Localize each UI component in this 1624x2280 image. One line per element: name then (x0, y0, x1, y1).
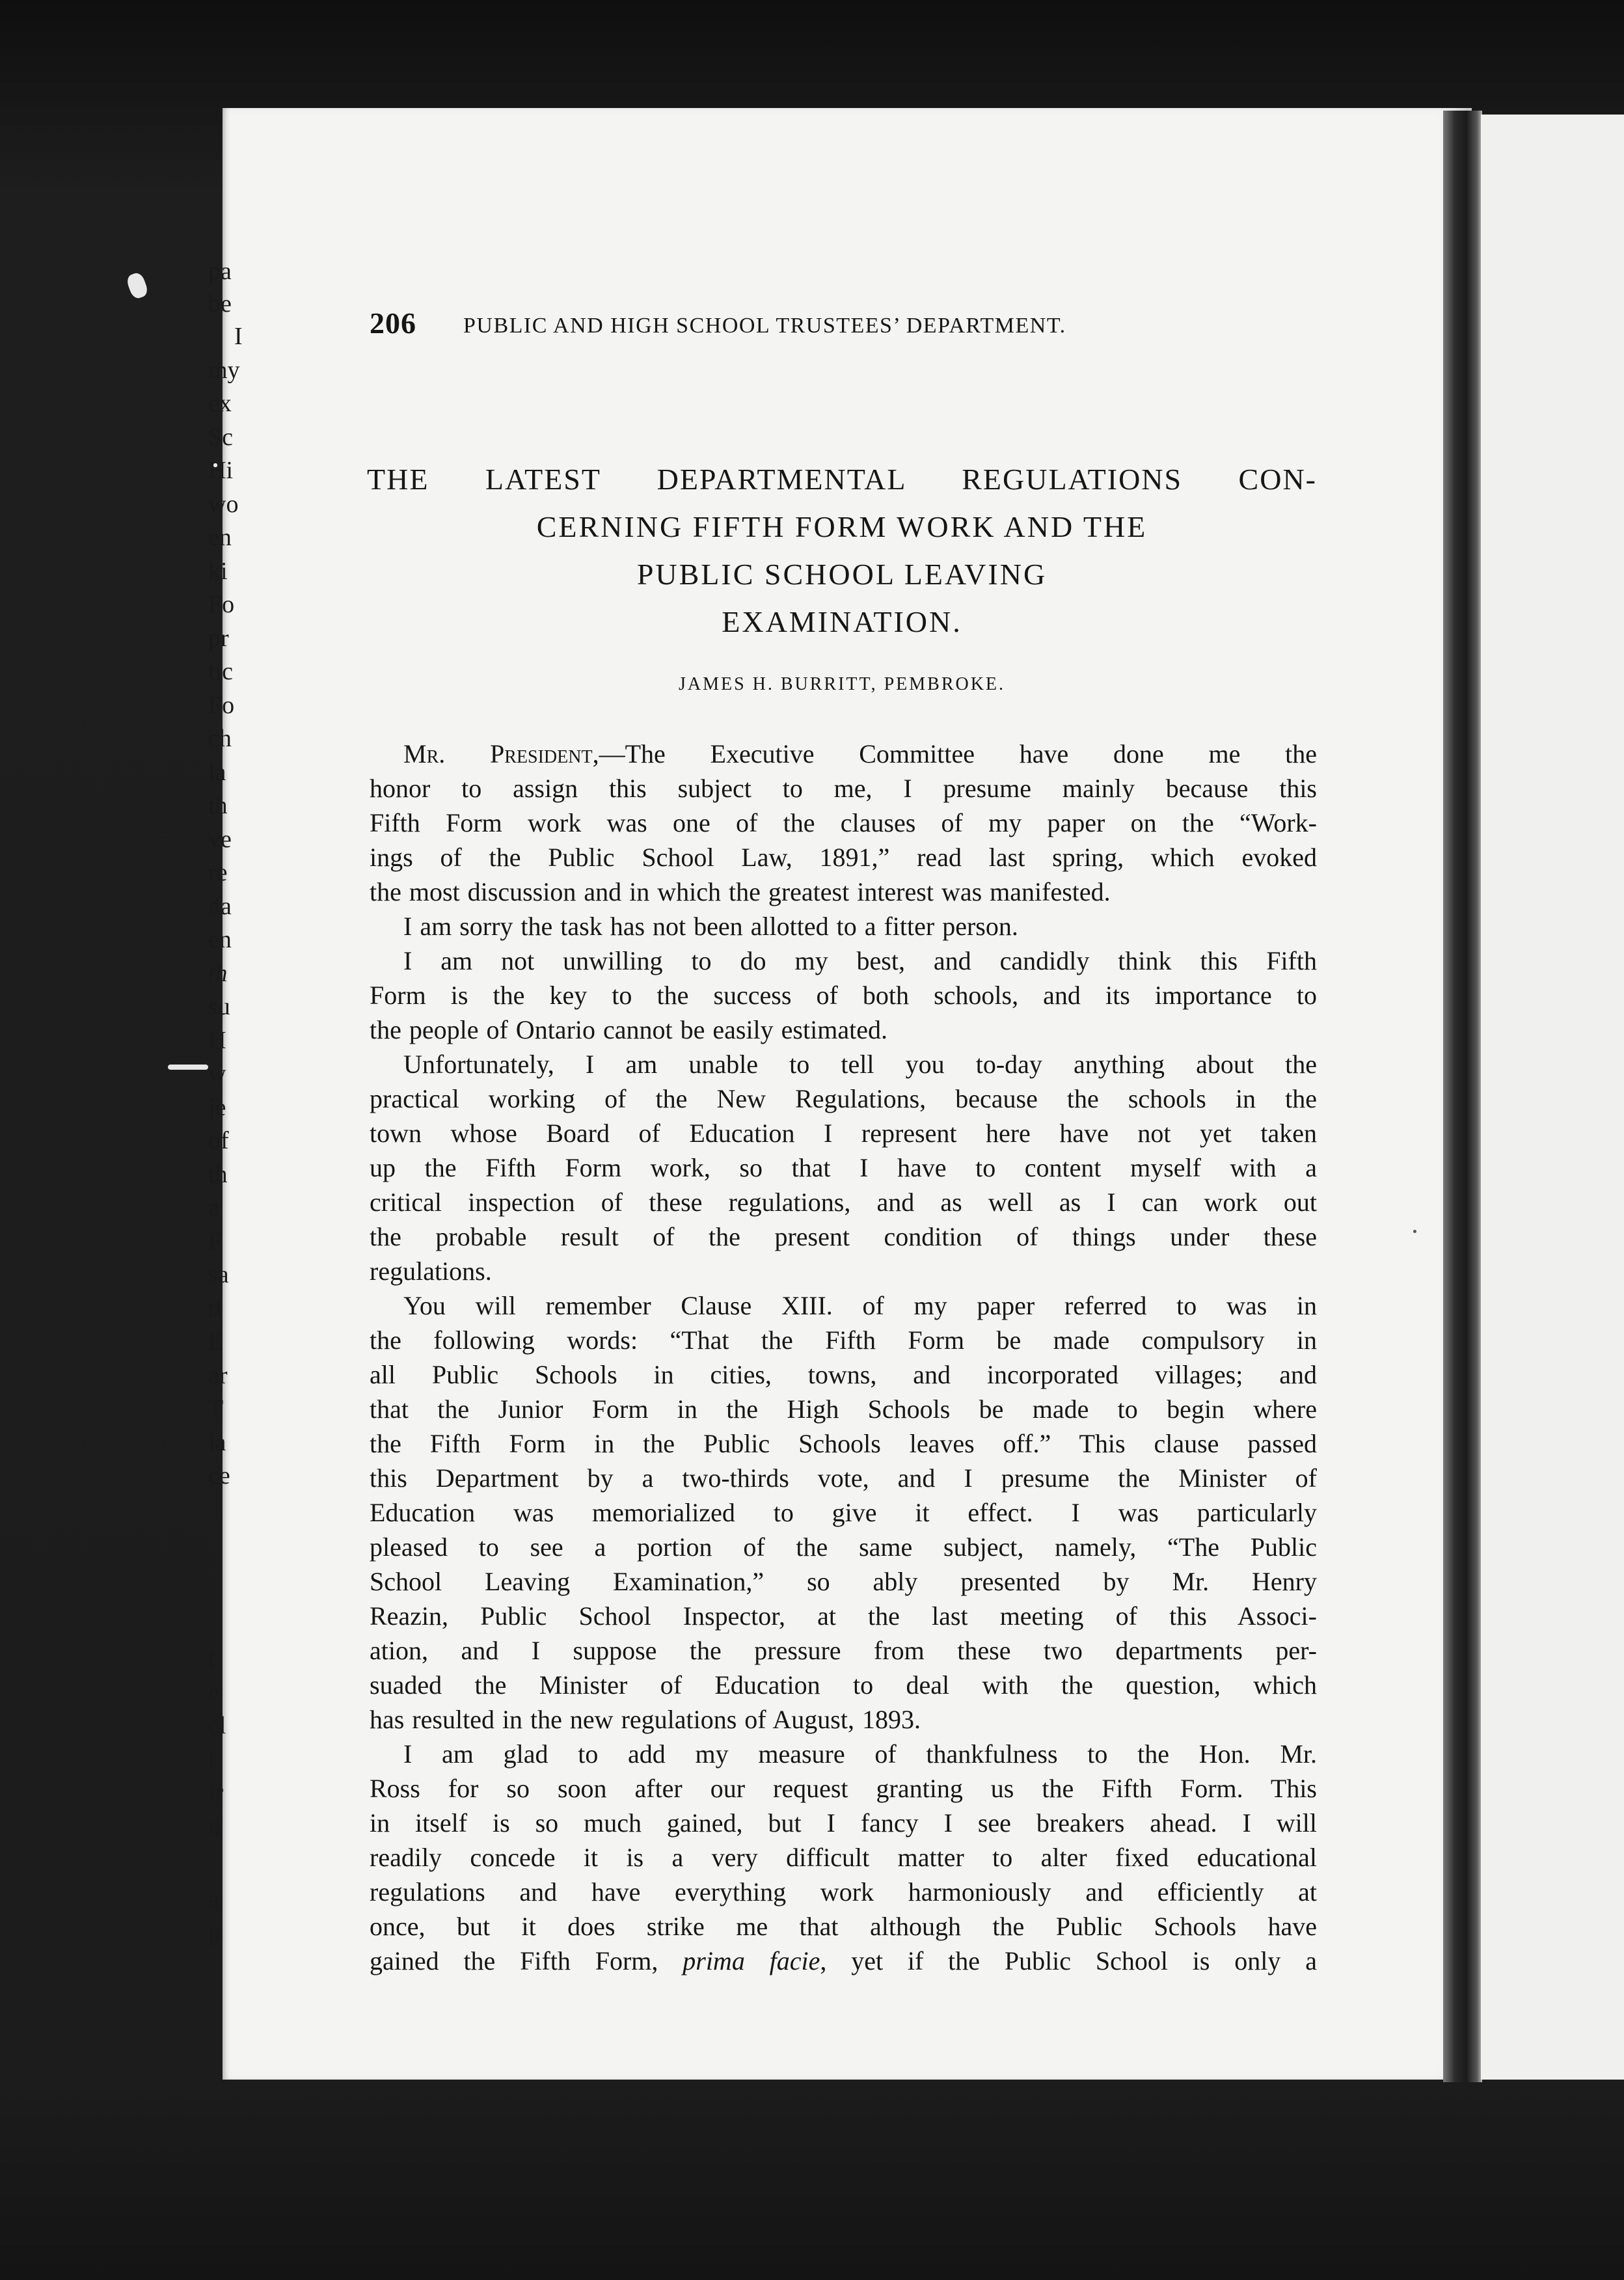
right-page-line: en (208, 926, 232, 953)
right-page-line: p (208, 1919, 221, 1947)
body-line: suaded the Minister of Education to deal with the question, which (370, 1670, 1317, 1700)
body-line: critical inspection of these regulations, and as well as I can work out (370, 1188, 1317, 1217)
body-line: ation, and I suppose the pressure from these two departments per- (370, 1636, 1317, 1665)
body-line: the probable result of the present condition of things under these (370, 1222, 1317, 1251)
body-line: pleased to see a portion of the same subject, namely, “The Public (370, 1532, 1317, 1562)
title-line: THE LATEST DEPARTMENTAL REGULATIONS CON- (367, 463, 1317, 496)
right-page-line: Fo (208, 591, 235, 618)
right-page-line: I (234, 323, 243, 350)
right-page-line: ce (208, 1462, 230, 1489)
body-line: town whose Board of Education I represent here have not yet taken (370, 1119, 1317, 1148)
body-line: that the Junior Form in the High Schools be made to begin where (370, 1394, 1317, 1424)
body-line: I am glad to add my measure of thankfulness to the Hon. Mr. (403, 1739, 1317, 1769)
right-page-line: Fo (208, 691, 235, 719)
right-page-line: je (208, 1093, 226, 1121)
body-line: readily concede it is a very difficult matter to alter fixed educational (370, 1843, 1317, 1872)
book-gutter (1443, 111, 1482, 2082)
right-page-line: of (208, 1127, 229, 1154)
right-page-line: en (208, 524, 232, 551)
title-line: PUBLIC SCHOOL LEAVING (636, 558, 1048, 591)
right-page-line: Sc (208, 423, 233, 451)
body-line: Mr. President,—The Executive Committee have done me the (403, 739, 1318, 768)
right-page-line: la (208, 1428, 226, 1456)
right-page-line: la (208, 758, 226, 786)
body-line: ings of the Public School Law, 1891,” read last spring, which evoked (370, 843, 1317, 872)
right-page-line: re (208, 859, 228, 886)
right-page-line: sa (208, 1261, 229, 1288)
right-page-line: ch (208, 725, 232, 752)
body-line: Form is the key to the success of both schools, and its importance to (370, 981, 1317, 1010)
body-line: in itself is so much gained, but I fancy I see breakers ahead. I will (370, 1808, 1317, 1838)
body-line: the following words: “That the Fifth Form be made compulsory in (370, 1325, 1317, 1355)
body-line: once, but it does strike me that although the Public Schools have (370, 1912, 1317, 1941)
right-page-line: ex (208, 390, 232, 417)
right-page-line: w (208, 1060, 226, 1087)
body-line: practical working of the New Regulations, because the schools in the (370, 1084, 1317, 1113)
body-line: up the Fifth Form work, so that I have to content myself with a (370, 1153, 1317, 1182)
body-line: Education was memorialized to give it effect. I was particularly (370, 1498, 1317, 1527)
body-line: the Fifth Form in the Public Schools leaves off.” This clause passed (370, 1429, 1317, 1458)
salutation: Mr. President (403, 739, 593, 768)
title-line: CERNING FIFTH FORM WORK AND THE (536, 510, 1148, 543)
right-page-line: th (208, 959, 228, 987)
right-page-line: a (208, 1194, 219, 1221)
page-number: 206 (370, 306, 416, 340)
right-page-line: pa (208, 258, 232, 285)
body-line: You will remember Clause XIII. of my paper referred to was in (403, 1291, 1317, 1320)
right-page-line: F (208, 1227, 223, 1255)
right-page-line: ve (208, 825, 232, 853)
author-byline: JAMES H. BURRITT, PEMBROKE. (678, 674, 1006, 694)
body-line: all Public Schools in cities, towns, and incorporated villages; and (370, 1360, 1317, 1389)
right-page-line: H (208, 1026, 226, 1054)
right-page-line: tl (208, 1294, 223, 1322)
right-page-line: pr (208, 624, 229, 652)
right-page-line: my (208, 356, 240, 384)
body-line: has resulted in the new regulations of August, 1893. (370, 1705, 921, 1734)
right-page-line: t (208, 1745, 215, 1773)
right-page-line: T (208, 1395, 224, 1422)
latin-phrase: prima facie (683, 1946, 820, 1975)
body-line: the people of Ontario cannot be easily estimated. (370, 1015, 887, 1044)
right-page-line: tic (208, 658, 233, 685)
running-title: PUBLIC AND HIGH SCHOOL TRUSTEES’ DEPARTMENT. (463, 314, 1066, 338)
body-line: the most discussion and in which the greatest interest was manifested. (370, 877, 1111, 906)
running-header (370, 306, 1228, 345)
right-page-line: th (208, 792, 228, 819)
right-page-line: e (208, 1678, 219, 1706)
body-line: this Department by a two-thirds vote, and I presume the Minister of (370, 1463, 1317, 1493)
right-page-line: Hi (208, 457, 233, 484)
body-line: Unfortunately, I am unable to tell you to-day anything about the (403, 1050, 1317, 1079)
body-line: Fifth Form work was one of the clauses of my paper on the “Work- (370, 808, 1317, 837)
body-line: I am not unwilling to do my best, and candidly think this Fifth (403, 946, 1317, 975)
dust-streak (168, 1065, 208, 1070)
right-page-line: a (208, 1886, 219, 1913)
article-body (370, 737, 1317, 1978)
body-line: regulations and have everything work harmoniously and efficiently at (370, 1877, 1317, 1907)
right-page-line: n (208, 1812, 221, 1840)
right-page-line: ir (208, 1779, 224, 1806)
right-page-line: cl (208, 1712, 226, 1739)
paper-mark (1413, 1230, 1416, 1233)
body-line: Reazin, Public School Inspector, at the last meeting of this Associ- (370, 1601, 1317, 1631)
article-title (367, 455, 1317, 645)
right-page-line: ki (208, 557, 228, 585)
right-page-line: th (208, 1160, 228, 1188)
right-page-line: be (208, 290, 232, 318)
right-page-line: ar (208, 1361, 228, 1389)
right-page-line: t (208, 1645, 215, 1672)
right-page-line: da (208, 892, 232, 920)
right-page-line: wo (208, 490, 239, 518)
body-line: regulations. (370, 1256, 492, 1286)
body-line: honor to assign this subject to me, I presume mainly because this (370, 774, 1317, 803)
body-line: School Leaving Examination,” so ably presented by Mr. Henry (370, 1567, 1317, 1596)
right-page-line: E (208, 1328, 224, 1355)
body-line: I am sorry the task has not been allotted to a fitter person. (403, 912, 1018, 941)
body-line: gained the Fifth Form, prima facie, yet if the Public School is only a (370, 1946, 1317, 1975)
title-line: EXAMINATION. (722, 605, 962, 638)
body-line: Ross for so soon after our request granting us the Fifth Form. This (370, 1774, 1317, 1803)
right-page-line: su (208, 993, 230, 1020)
